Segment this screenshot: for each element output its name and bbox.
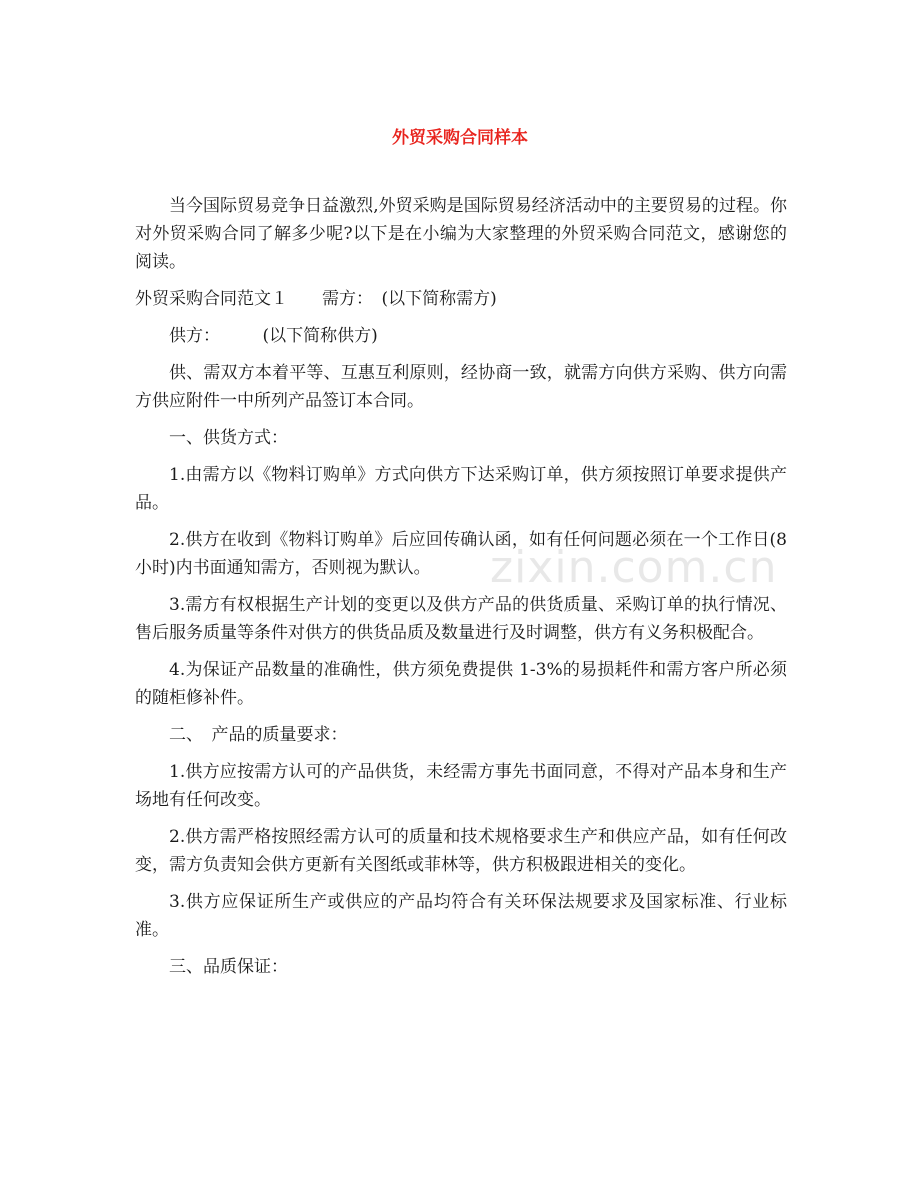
clause-1-3: 3.需方有权根据生产计划的变更以及供方产品的供货质量、采购订单的执行情况、售后服务质量等条件对供方的供货品质及数量进行及时调整，供方有义务积极配合。 — [135, 595, 787, 643]
section-heading-guarantee: 三、品质保证： — [169, 957, 288, 977]
clause-1-1: 1.由需方以《物料订购单》方式向供方下达采购订单，供方须按照订单要求提供产品。 — [135, 465, 787, 513]
document-title: 外贸采购合同样本 — [392, 128, 528, 148]
watermark-text: zixin.com.cn — [490, 542, 778, 593]
clause-2-2: 2.供方需严格按照经需方认可的质量和技术规格要求生产和供应产品，如有任何改变，需方负责知会供方更新有关图纸或菲林等，供方积极跟进相关的变化。 — [135, 827, 787, 875]
paragraph-supplier: 供方： (以下简称供方) — [169, 326, 378, 346]
clause-2-1: 1.供方应按需方认可的产品供货，未经需方事先书面同意，不得对产品本身和生产场地有任何改变。 — [135, 762, 787, 810]
clause-1-2: 2.供方在收到《物料订购单》后应回传确认函，如有任何问题必须在一个工作日(8 小时)内书面通知需方，否则视为默认。 — [135, 530, 787, 578]
paragraph-intro: 当今国际贸易竞争日益激烈,外贸采购是国际贸易经济活动中的主要贸易的过程。你对外贸采购合同了解多少呢?以下是在小编为大家整理的外贸采购合同范文，感谢您的阅读。 — [135, 196, 787, 272]
clause-2-3: 3.供方应保证所生产或供应的产品均符合有关环保法规要求及国家标准、行业标准。 — [135, 892, 787, 940]
clause-1-4: 4.为保证产品数量的准确性，供方须免费提供 1-3%的易损耗件和需方客户所必须的随柜修补件。 — [135, 660, 787, 708]
section-heading-supply-method: 一、供货方式： — [169, 428, 288, 448]
paragraph-contract-heading: 外贸采购合同范文１ 需方： (以下简称需方) — [135, 289, 497, 309]
document-body — [135, 192, 787, 990]
section-heading-quality: 二、 产品的质量要求： — [169, 725, 348, 745]
paragraph-principle: 供、需双方本着平等、互惠互利原则，经协商一致，就需方向供方采购、供方向需方供应附件一中所列产品签订本合同。 — [135, 363, 787, 411]
